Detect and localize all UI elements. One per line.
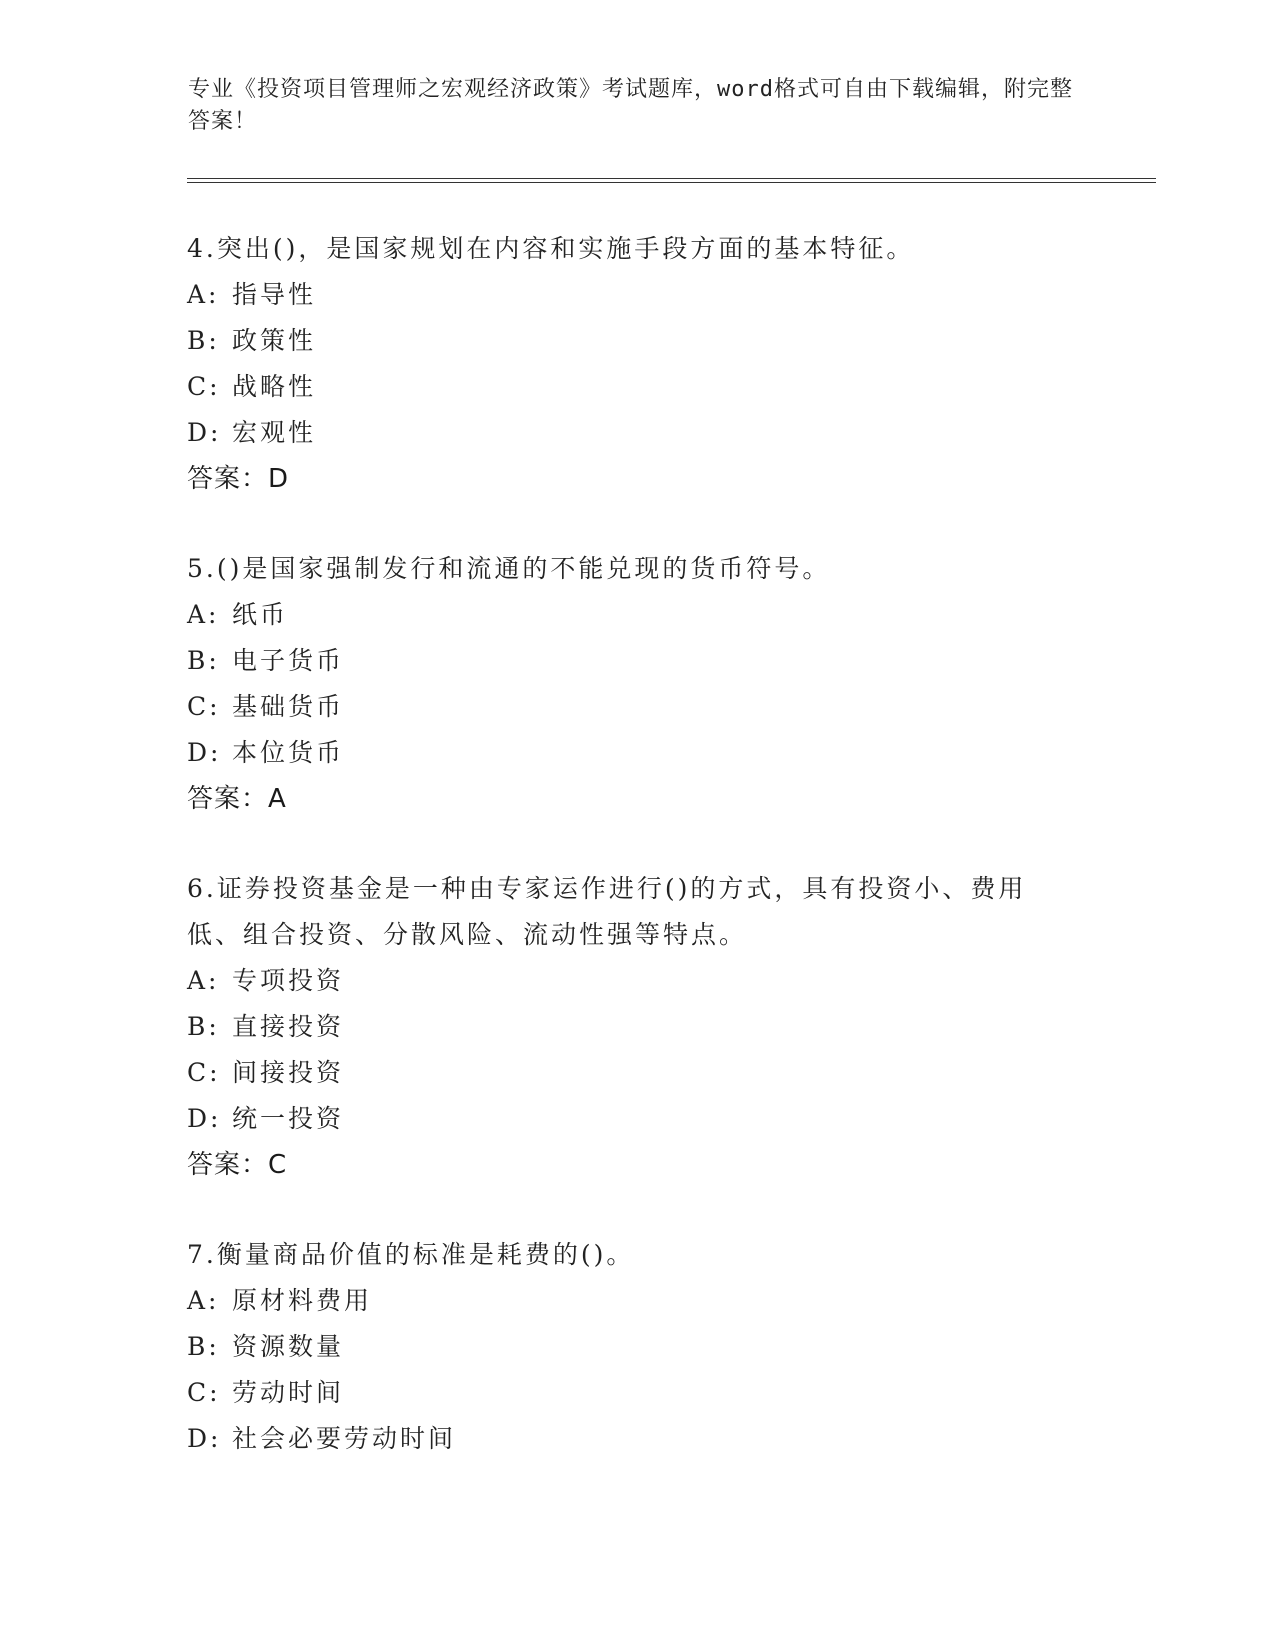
- option-c: [187, 364, 1087, 410]
- option-a: [187, 592, 1087, 638]
- header-double-rule: [187, 178, 1156, 183]
- option-letter: B:: [187, 1012, 220, 1041]
- option-b: [187, 1004, 1087, 1050]
- question-6: [187, 866, 1087, 1188]
- option-letter: C:: [187, 692, 221, 721]
- question-list: [187, 226, 1087, 1506]
- option-text: 电子货币: [232, 646, 345, 675]
- option-text: 统一投资: [232, 1104, 345, 1133]
- option-text: 本位货币: [232, 738, 345, 767]
- option-b: [187, 638, 1087, 684]
- option-b: [187, 318, 1087, 364]
- question-4: [187, 226, 1087, 502]
- option-text: 资源数量: [232, 1332, 345, 1361]
- option-d: [187, 730, 1087, 776]
- option-letter: C:: [187, 1378, 221, 1407]
- option-letter: C:: [187, 1058, 221, 1087]
- option-text: 专项投资: [232, 966, 345, 995]
- option-letter: A:: [187, 966, 220, 995]
- option-letter: A:: [187, 280, 220, 309]
- option-text: 直接投资: [232, 1012, 345, 1041]
- answer-key: 答案：D: [187, 464, 290, 494]
- option-letter: D:: [187, 418, 222, 447]
- option-text: 劳动时间: [232, 1378, 345, 1407]
- option-c: [187, 1370, 1087, 1416]
- option-a: [187, 1278, 1087, 1324]
- option-text: 战略性: [232, 372, 317, 401]
- option-c: [187, 1050, 1087, 1096]
- option-letter: D:: [187, 738, 222, 767]
- question-stem: 5.()是国家强制发行和流通的不能兑现的货币符号。: [187, 554, 831, 583]
- option-letter: B:: [187, 646, 220, 675]
- option-text: 基础货币: [232, 692, 345, 721]
- option-a: [187, 958, 1087, 1004]
- option-letter: A:: [187, 1286, 220, 1315]
- option-text: 原材料费用: [232, 1286, 373, 1315]
- option-text: 指导性: [232, 280, 317, 309]
- option-letter: D:: [187, 1104, 222, 1133]
- option-letter: A:: [187, 600, 220, 629]
- question-stem: 4.突出()，是国家规划在内容和实施手段方面的基本特征。: [187, 234, 915, 263]
- option-text: 社会必要劳动时间: [232, 1424, 457, 1453]
- option-d: [187, 1096, 1087, 1142]
- option-text: 政策性: [232, 326, 317, 355]
- question-7: [187, 1232, 1087, 1462]
- option-a: [187, 272, 1087, 318]
- option-d: [187, 410, 1087, 456]
- answer-key: 答案：A: [187, 784, 287, 814]
- option-letter: B:: [187, 1332, 220, 1361]
- option-text: 纸币: [232, 600, 289, 629]
- option-letter: D:: [187, 1424, 222, 1453]
- option-b: [187, 1324, 1087, 1370]
- option-text: 间接投资: [232, 1058, 345, 1087]
- option-c: [187, 684, 1087, 730]
- document-intro: 专业《投资项目管理师之宏观经济政策》考试题库，word格式可自由下载编辑，附完整答案！: [188, 77, 1073, 134]
- question-stem: 6.证券投资基金是一种由专家运作进行()的方式，具有投资小、费用低、组合投资、分散风险、流动性强等特点。: [187, 874, 1027, 949]
- option-letter: C:: [187, 372, 221, 401]
- option-d: [187, 1416, 1087, 1462]
- question-5: [187, 546, 1087, 822]
- option-letter: B:: [187, 326, 220, 355]
- question-stem: 7.衡量商品价值的标准是耗费的()。: [187, 1240, 635, 1269]
- option-text: 宏观性: [232, 418, 317, 447]
- answer-key: 答案：C: [187, 1150, 288, 1180]
